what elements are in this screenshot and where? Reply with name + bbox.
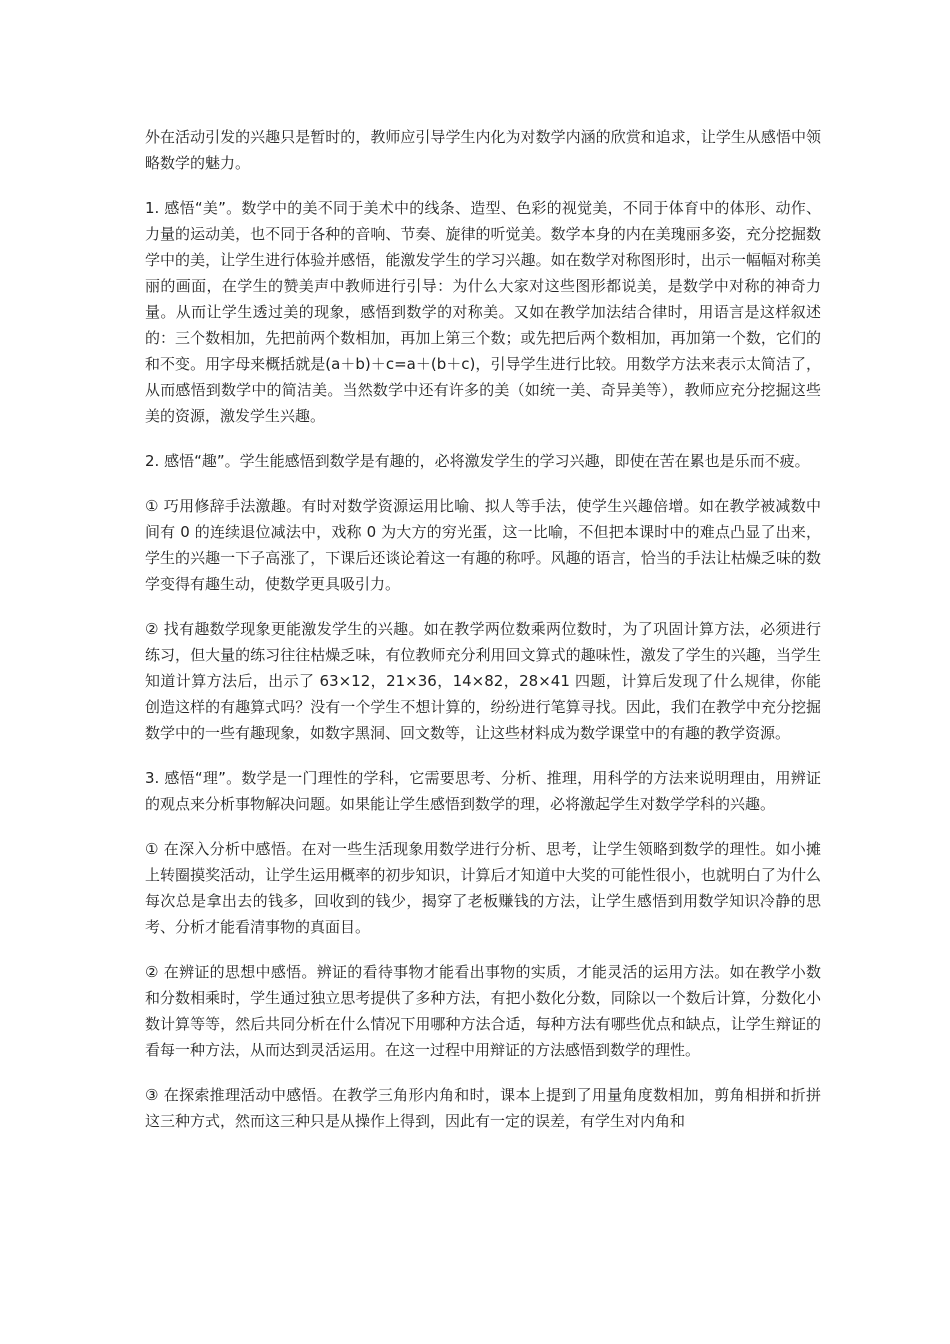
paragraph-interest: 2. 感悟“趣”。学生能感悟到数学是有趣的，必将激发学生的学习兴趣，即使在苦在累也是乐而不疲。 bbox=[145, 452, 810, 470]
paragraph-intro: 外在活动引发的兴趣只是暂时的，教师应引导学生内化为对数学内涵的欣赏和追求，让学生从感悟中领略数学的魅力。 bbox=[145, 128, 821, 172]
paragraph-reason: 3. 感悟“理”。数学是一门理性的学科，它需要思考、分析、推理，用科学的方法来说明理由，用辨证的观点来分析事物解决问题。如果能让学生感悟到数学的理，必将激起学生对数学学科的兴趣。 bbox=[145, 769, 821, 813]
paragraph-interest-phenomena: ② 找有趣数学现象更能激发学生的兴趣。如在教学两位数乘两位数时，为了巩固计算方法，必须进行练习，但大量的练习往往枯燥乏味，有位教师充分利用回文算式的趣味性，激发了学生的兴趣，当学生知道计算方法后，出示了 63×12，21×36，14×82，28×41 四题，计算后发现了什么规律，你能创造这样的有趣算式吗？没有一个学生不想计算的，纷纷进行笔算寻找。因此，我们在教学中充分挖掘数学中的一些有趣现象，如数字黑洞、回文数等，让这些材料成为数学课堂中的有趣的教学资源。 bbox=[145, 620, 821, 742]
paragraph-interest-rhetoric: ① 巧用修辞手法激趣。有时对数学资源运用比喻、拟人等手法，使学生兴趣倍增。如在教学被减数中间有 0 的连续退位减法中，戏称 0 为大方的穷光蛋，这一比喻，不但把本课时中的难点凸显了出来，学生的兴趣一下子高涨了，下课后还谈论着这一有趣的称呼。风趣的语言，恰当的手法让枯燥乏味的数学变得有趣生动，使数学更具吸引力。 bbox=[145, 497, 821, 593]
paragraph-reason-analysis: ① 在深入分析中感悟。在对一些生活现象用数学进行分析、思考，让学生领略到数学的理性。如小摊上转圈摸奖活动，让学生运用概率的初步知识，计算后才知道中大奖的可能性很小，也就明白了为什么每次总是拿出去的钱多，回收到的钱少，揭穿了老板赚钱的方法，让学生感悟到用数学知识冷静的思考、分析才能看清事物的真面目。 bbox=[145, 840, 821, 936]
document-body bbox=[145, 124, 821, 1153]
paragraph-reason-inquiry: ③ 在探索推理活动中感悟。在教学三角形内角和时，课本上提到了用量角度数相加，剪角相拼和折拼这三种方式，然而这三种只是从操作上得到，因此有一定的误差，有学生对内角和 bbox=[145, 1086, 821, 1130]
paragraph-reason-dialectic: ② 在辨证的思想中感悟。辨证的看待事物才能看出事物的实质，才能灵活的运用方法。如在教学小数和分数相乘时，学生通过独立思考提供了多种方法，有把小数化分数，同除以一个数后计算，分数化小数计算等等，然后共同分析在什么情况下用哪种方法合适，每种方法有哪些优点和缺点，让学生辩证的看每一种方法，从而达到灵活运用。在这一过程中用辩证的方法感悟到数学的理性。 bbox=[145, 963, 821, 1059]
paragraph-beauty: 1. 感悟“美”。数学中的美不同于美术中的线条、造型、色彩的视觉美，不同于体育中的体形、动作、力量的运动美，也不同于各种的音响、节奏、旋律的听觉美。数学本身的内在美瑰丽多姿，充分挖掘数学中的美，让学生进行体验并感悟，能激发学生的学习兴趣。如在数学对称图形时，出示一幅幅对称美丽的画面，在学生的赞美声中教师进行引导：为什么大家对这些图形都说美，是数学中对称的神奇力量。从而让学生透过美的现象，感悟到数学的对称美。又如在教学加法结合律时，用语言是这样叙述的：三个数相加，先把前两个数相加，再加上第三个数；或先把后两个数相加，再加第一个数，它们的和不变。用字母来概括就是(a＋b)＋c=a＋(b＋c)，引导学生进行比较。用数学方法来表示太简洁了，从而感悟到数学中的简洁美。当然数学中还有许多的美（如统一美、奇异美等），教师应充分挖掘这些美的资源，激发学生兴趣。 bbox=[145, 199, 821, 425]
